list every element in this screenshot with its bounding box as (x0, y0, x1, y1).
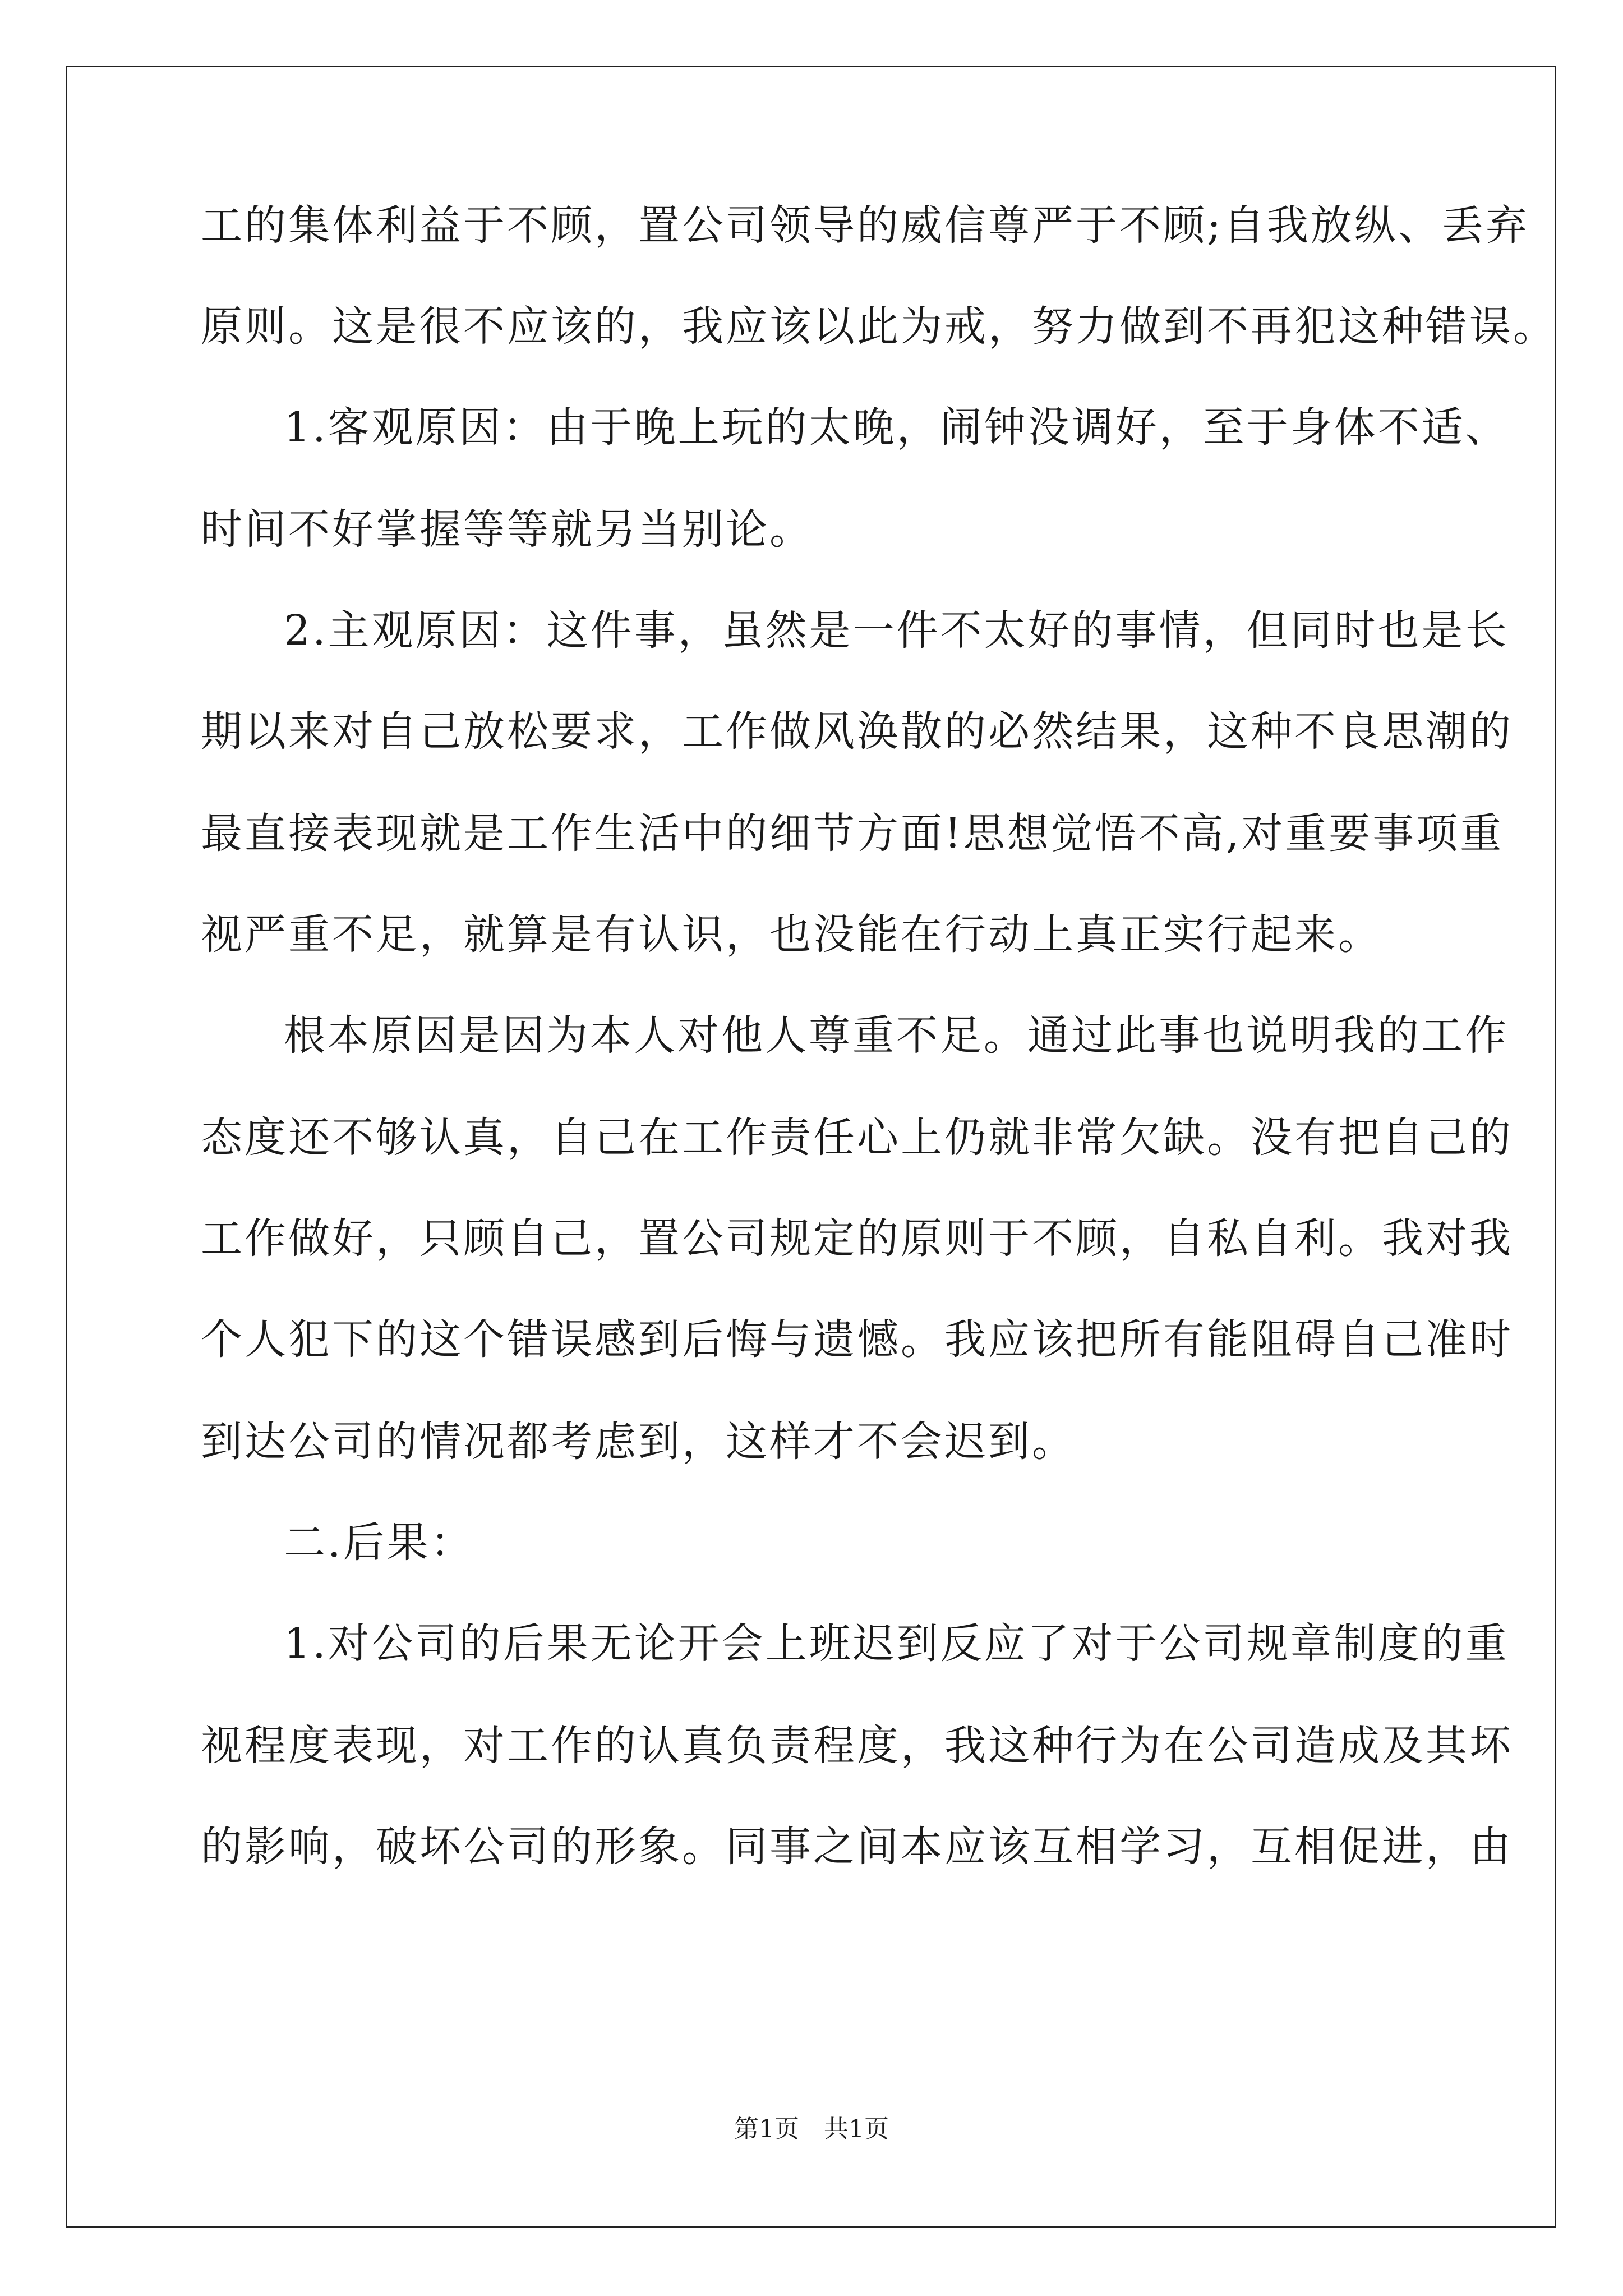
text-line: 视程度表现，对工作的认真负责程度，我这种行为在公司造成及其坏 (201, 1722, 1513, 1770)
text-line: 工作做好，只顾自己，置公司规定的原则于不顾，自私自利。我对我 (201, 1214, 1513, 1263)
text-line: 工的集体利益于不顾，置公司领导的威信尊严于不顾;自我放纵、丢弃 (201, 201, 1529, 250)
text-line: 态度还不够认真，自己在工作责任心上仍就非常欠缺。没有把自己的 (201, 1114, 1513, 1162)
text-line: 个人犯下的这个错误感到后悔与遗憾。我应该把所有能阻碍自己准时 (201, 1315, 1513, 1364)
text-line: 根本原因是因为本人对他人尊重不足。通过此事也说明我的工作 (284, 1011, 1509, 1060)
text-line: 到达公司的情况都考虑到，这样才不会迟到。 (201, 1418, 1076, 1466)
text-line: 1.对公司的后果无论开会上班迟到反应了对于公司规章制度的重 (284, 1619, 1509, 1668)
text-line: 的影响，破坏公司的形象。同事之间本应该互相学习，互相促进，由 (201, 1823, 1513, 1871)
text-line: 期以来对自己放松要求，工作做风涣散的必然结果，这种不良思潮的 (201, 707, 1513, 756)
page-footer: 第1页 共1页 (734, 2115, 889, 2143)
text-line: 视严重不足，就算是有认识，也没能在行动上真正实行起来。 (201, 910, 1382, 959)
section-heading: 二.后果： (284, 1519, 474, 1567)
text-line: 原则。这是很不应该的，我应该以此为戒，努力做到不再犯这种错误。 (201, 302, 1557, 351)
text-line: 时间不好掌握等等就另当别论。 (201, 505, 813, 554)
text-line: 最直接表现就是工作生活中的细节方面!思想觉悟不高,对重要事项重 (201, 809, 1504, 858)
text-line: 1.客观原因：由于晚上玩的太晚，闹钟没调好，至于身体不适、 (284, 403, 1509, 452)
text-line: 2.主观原因：这件事，虽然是一件不太好的事情，但同时也是长 (284, 606, 1509, 655)
